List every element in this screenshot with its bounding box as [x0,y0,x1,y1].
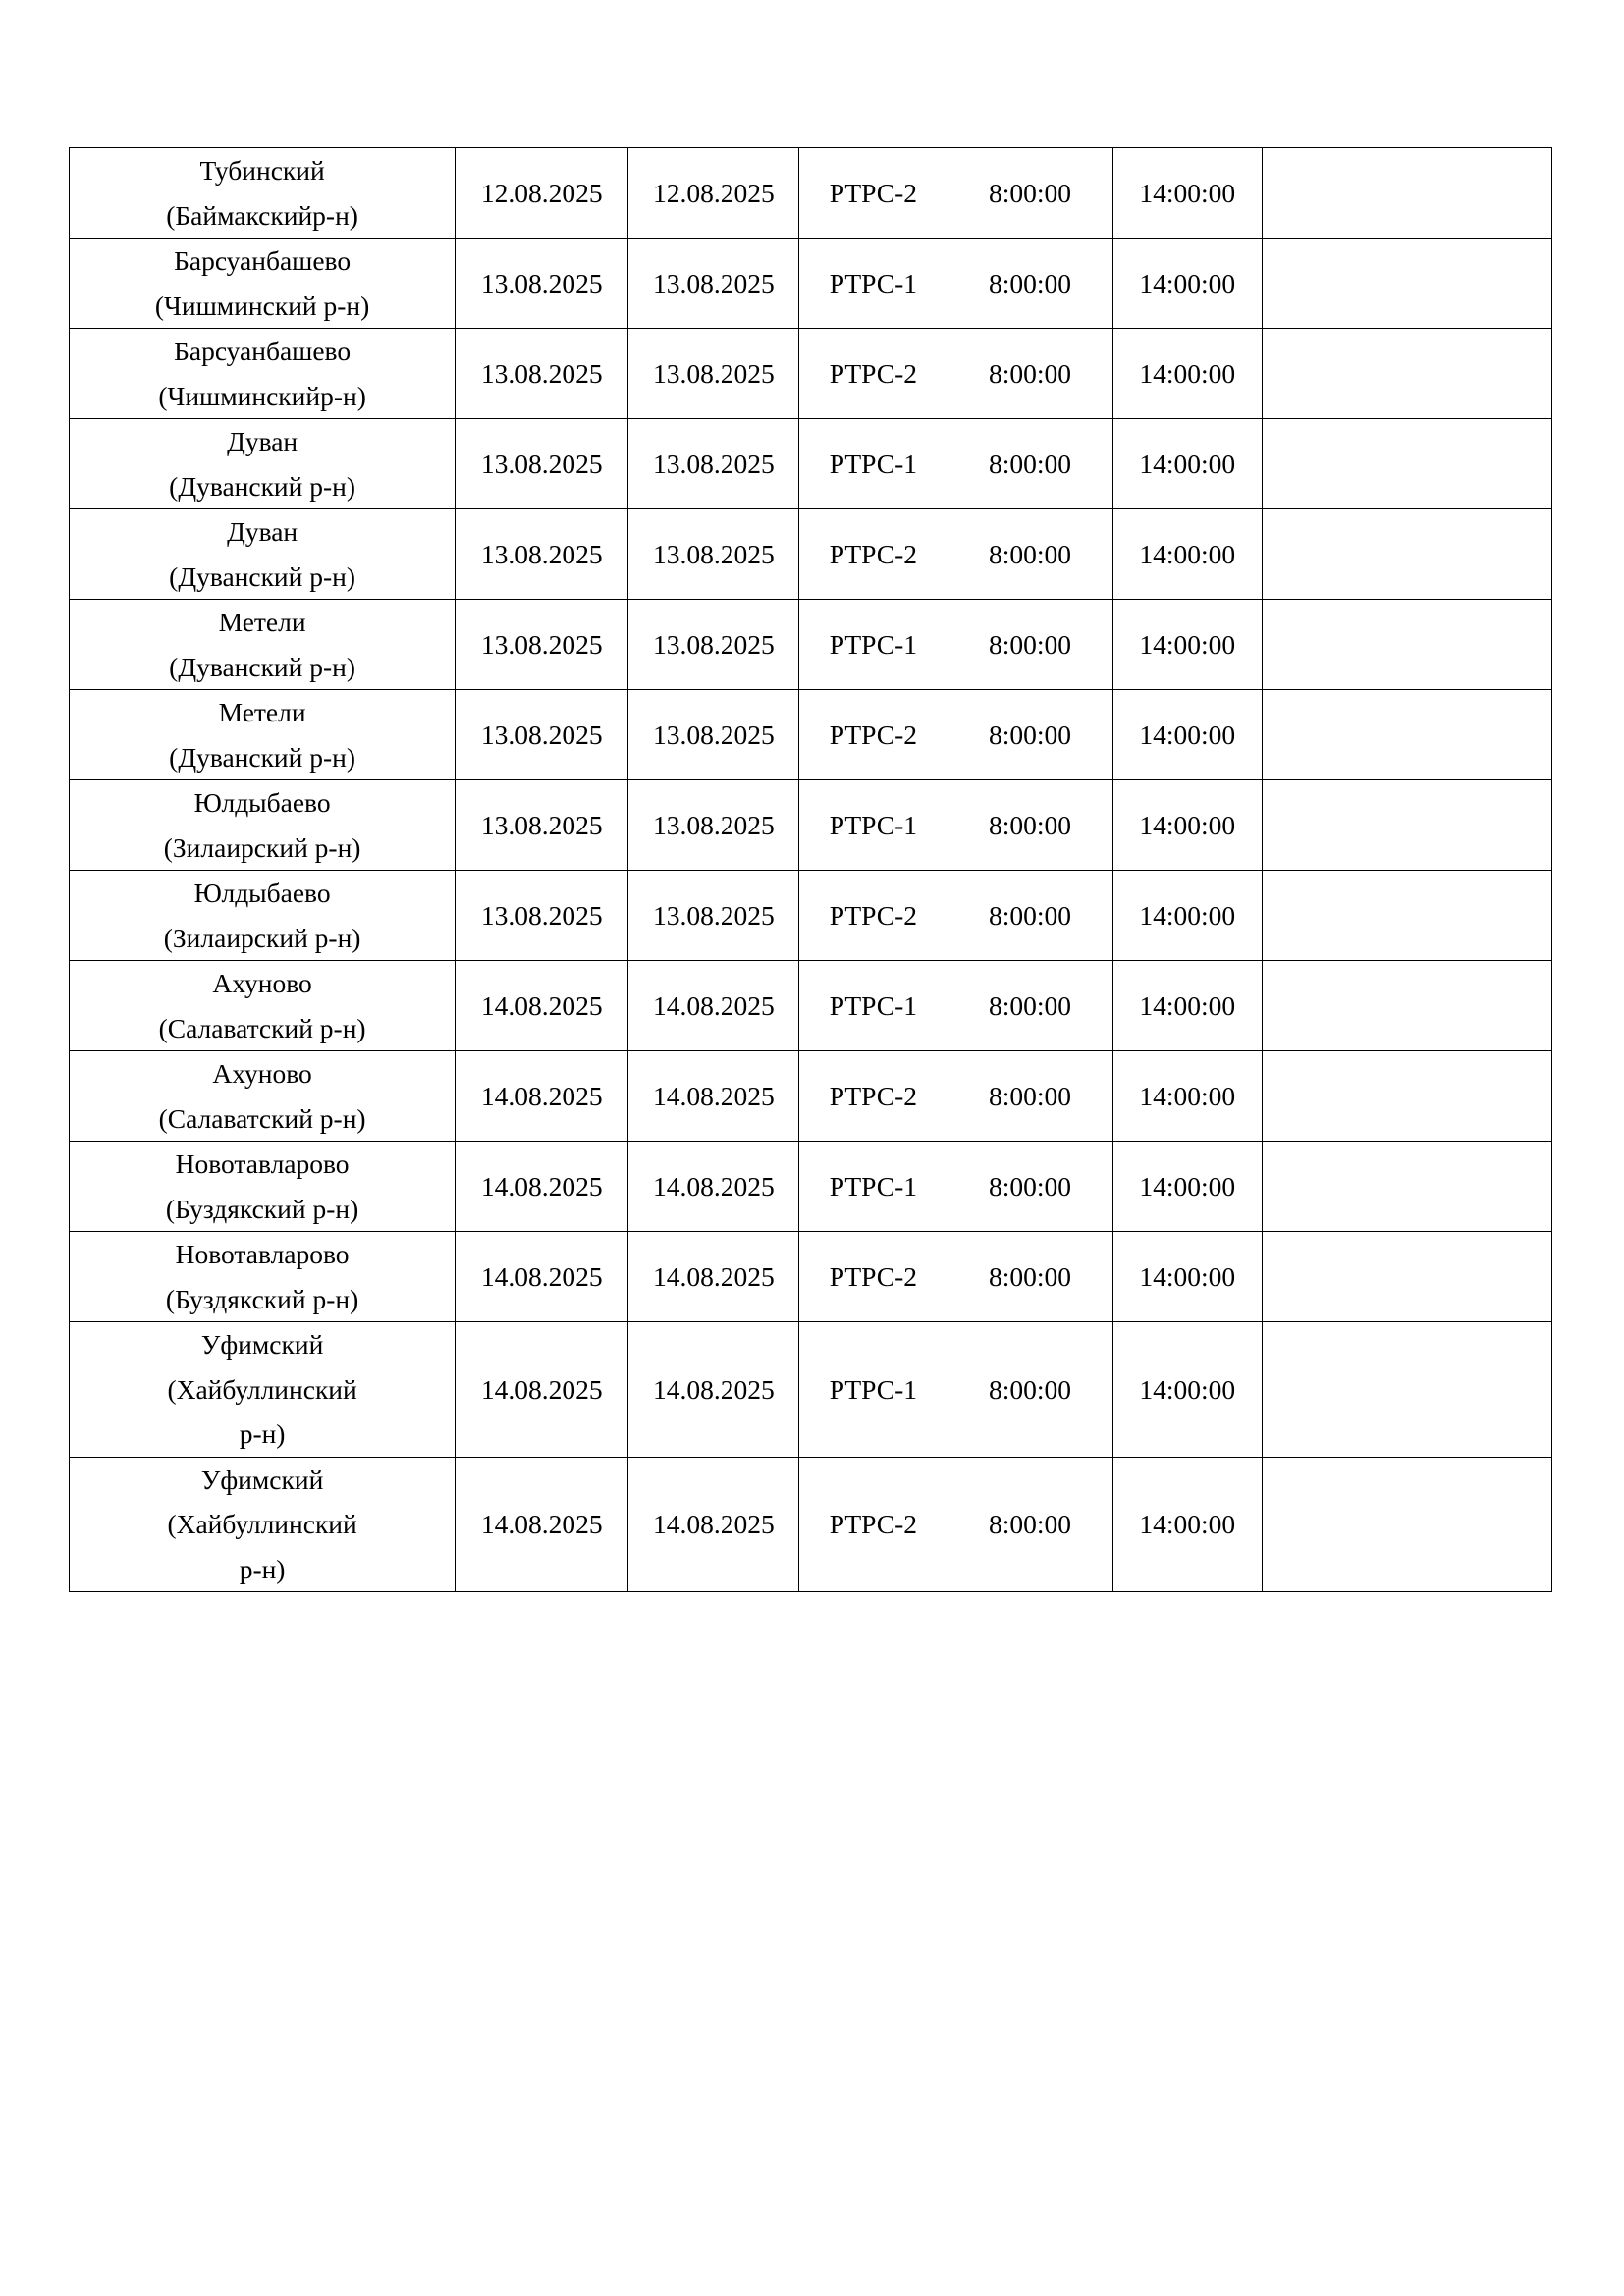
cell-date-end: 12.08.2025 [628,148,799,239]
settlement-name-line: р-н) [239,1418,286,1449]
cell-time-end: 14:00:00 [1112,1322,1262,1458]
cell-time-start: 8:00:00 [947,419,1113,509]
cell-time-start: 8:00:00 [947,1232,1113,1322]
settlement-name-line: Метели [218,607,306,637]
cell-multiplex: РТРС-2 [799,871,947,961]
cell-settlement-name [70,1051,456,1142]
cell-date-end: 13.08.2025 [628,690,799,780]
cell-date-end: 14.08.2025 [628,961,799,1051]
settlement-name-line: (Чишминский р-н) [154,290,370,321]
cell-settlement-name [70,600,456,690]
cell-settlement-name [70,419,456,509]
cell-date-end: 13.08.2025 [628,419,799,509]
settlement-name-line: (Хайбуллинский [167,1509,357,1539]
cell-date-end: 13.08.2025 [628,871,799,961]
cell-date-end: 14.08.2025 [628,1457,799,1592]
cell-multiplex: РТРС-2 [799,1232,947,1322]
table-row [70,419,1552,509]
cell-note [1262,600,1551,690]
cell-note [1262,509,1551,600]
cell-time-start: 8:00:00 [947,329,1113,419]
settlement-name-line: (Дуванский р-н) [169,651,356,682]
cell-time-start: 8:00:00 [947,509,1113,600]
cell-date-end: 13.08.2025 [628,239,799,329]
cell-time-start: 8:00:00 [947,239,1113,329]
settlement-name-line: Новотавларово [175,1239,350,1269]
cell-settlement-name [70,961,456,1051]
cell-time-end: 14:00:00 [1112,148,1262,239]
cell-date-start: 13.08.2025 [456,419,628,509]
settlement-name-line: (Салаватский р-н) [158,1102,366,1134]
cell-note [1262,871,1551,961]
settlement-name-line: (Буздякский р-н) [165,1283,359,1314]
cell-note [1262,961,1551,1051]
settlement-name-line: Метели [218,697,306,727]
cell-note [1262,1142,1551,1232]
table-row [70,600,1552,690]
table-row [70,871,1552,961]
table-row [70,1051,1552,1142]
settlement-name-line: (Баймакскийр-н) [166,199,358,231]
cell-time-end: 14:00:00 [1112,961,1262,1051]
cell-time-end: 14:00:00 [1112,1142,1262,1232]
cell-time-end: 14:00:00 [1112,419,1262,509]
cell-note [1262,329,1551,419]
settlement-name-line: (Дуванский р-н) [169,741,356,773]
cell-note [1262,239,1551,329]
cell-date-start: 13.08.2025 [456,509,628,600]
cell-multiplex: РТРС-2 [799,329,947,419]
cell-time-end: 14:00:00 [1112,239,1262,329]
cell-time-end: 14:00:00 [1112,329,1262,419]
cell-settlement-name [70,1232,456,1322]
settlement-name-line: (Дуванский р-н) [169,470,356,502]
cell-note [1262,1322,1551,1458]
settlement-name-line: Уфимский [200,1464,324,1495]
settlement-name-line: р-н) [239,1553,286,1584]
cell-note [1262,148,1551,239]
cell-multiplex: РТРС-1 [799,600,947,690]
cell-time-start: 8:00:00 [947,1051,1113,1142]
cell-date-end: 14.08.2025 [628,1232,799,1322]
cell-date-start: 14.08.2025 [456,1322,628,1458]
cell-date-start: 13.08.2025 [456,690,628,780]
cell-note [1262,1457,1551,1592]
settlement-name-line: Юлдыбаево [193,787,331,818]
cell-time-start: 8:00:00 [947,780,1113,871]
cell-date-start: 14.08.2025 [456,1051,628,1142]
cell-multiplex: РТРС-2 [799,509,947,600]
table-row [70,148,1552,239]
settlement-name-line: (Буздякский р-н) [165,1193,359,1224]
cell-multiplex: РТРС-2 [799,1457,947,1592]
cell-date-start: 12.08.2025 [456,148,628,239]
cell-date-start: 14.08.2025 [456,1457,628,1592]
cell-settlement-name [70,1457,456,1592]
settlement-name-line: Юлдыбаево [193,878,331,908]
settlement-name-line: Ахуново [212,1058,312,1089]
cell-multiplex: РТРС-1 [799,1322,947,1458]
cell-settlement-name [70,239,456,329]
table-row [70,239,1552,329]
cell-settlement-name [70,690,456,780]
cell-settlement-name [70,329,456,419]
cell-settlement-name [70,871,456,961]
cell-time-start: 8:00:00 [947,1142,1113,1232]
settlement-name-line: Дуван [227,516,298,547]
cell-settlement-name [70,509,456,600]
table-row [70,1232,1552,1322]
table-row [70,329,1552,419]
schedule-table [69,147,1552,1592]
cell-note [1262,690,1551,780]
cell-date-end: 14.08.2025 [628,1142,799,1232]
table-row [70,1142,1552,1232]
cell-time-end: 14:00:00 [1112,509,1262,600]
settlement-name-line: (Чишминскийр-н) [158,380,366,411]
cell-date-end: 13.08.2025 [628,780,799,871]
cell-date-start: 13.08.2025 [456,239,628,329]
cell-multiplex: РТРС-1 [799,1142,947,1232]
cell-time-end: 14:00:00 [1112,780,1262,871]
settlement-name-line: Новотавларово [175,1148,350,1179]
settlement-name-line: (Салаватский р-н) [158,1012,366,1043]
table-row [70,780,1552,871]
table-row [70,690,1552,780]
cell-time-start: 8:00:00 [947,871,1113,961]
cell-time-start: 8:00:00 [947,600,1113,690]
cell-date-start: 14.08.2025 [456,961,628,1051]
cell-date-start: 14.08.2025 [456,1232,628,1322]
cell-multiplex: РТРС-1 [799,780,947,871]
cell-multiplex: РТРС-2 [799,690,947,780]
cell-settlement-name [70,1322,456,1458]
settlement-name-line: (Зилаирский р-н) [163,831,361,863]
settlement-name-line: Тубинский [199,155,325,186]
cell-note [1262,419,1551,509]
cell-time-start: 8:00:00 [947,961,1113,1051]
cell-multiplex: РТРС-1 [799,961,947,1051]
cell-note [1262,1051,1551,1142]
settlement-name-line: Барсуанбашево [174,245,352,276]
settlement-name-line: (Дуванский р-н) [169,561,356,592]
cell-multiplex: РТРС-2 [799,1051,947,1142]
cell-time-start: 8:00:00 [947,690,1113,780]
cell-date-end: 13.08.2025 [628,600,799,690]
cell-time-end: 14:00:00 [1112,871,1262,961]
cell-date-end: 13.08.2025 [628,329,799,419]
cell-time-end: 14:00:00 [1112,1457,1262,1592]
settlement-name-line: Уфимский [200,1329,324,1360]
schedule-table-body [70,148,1552,1592]
cell-note [1262,1232,1551,1322]
cell-time-end: 14:00:00 [1112,690,1262,780]
settlement-name-line: (Зилаирский р-н) [163,922,361,953]
cell-note [1262,780,1551,871]
cell-multiplex: РТРС-1 [799,239,947,329]
cell-date-start: 13.08.2025 [456,780,628,871]
table-row [70,961,1552,1051]
cell-date-start: 13.08.2025 [456,329,628,419]
cell-date-end: 13.08.2025 [628,509,799,600]
table-row [70,1457,1552,1592]
table-row [70,509,1552,600]
settlement-name-line: Барсуанбашево [174,336,352,366]
cell-time-end: 14:00:00 [1112,1051,1262,1142]
cell-settlement-name [70,780,456,871]
settlement-name-line: (Хайбуллинский [167,1373,357,1405]
cell-settlement-name [70,148,456,239]
cell-date-start: 13.08.2025 [456,600,628,690]
cell-settlement-name [70,1142,456,1232]
cell-date-end: 14.08.2025 [628,1051,799,1142]
schedule-table-container [69,147,1552,1592]
cell-date-end: 14.08.2025 [628,1322,799,1458]
cell-time-start: 8:00:00 [947,148,1113,239]
table-row [70,1322,1552,1458]
cell-time-end: 14:00:00 [1112,600,1262,690]
cell-time-start: 8:00:00 [947,1322,1113,1458]
cell-date-start: 14.08.2025 [456,1142,628,1232]
settlement-name-line: Ахуново [212,968,312,998]
cell-multiplex: РТРС-2 [799,148,947,239]
cell-time-start: 8:00:00 [947,1457,1113,1592]
cell-date-start: 13.08.2025 [456,871,628,961]
cell-multiplex: РТРС-1 [799,419,947,509]
settlement-name-line: Дуван [227,426,298,456]
cell-time-end: 14:00:00 [1112,1232,1262,1322]
